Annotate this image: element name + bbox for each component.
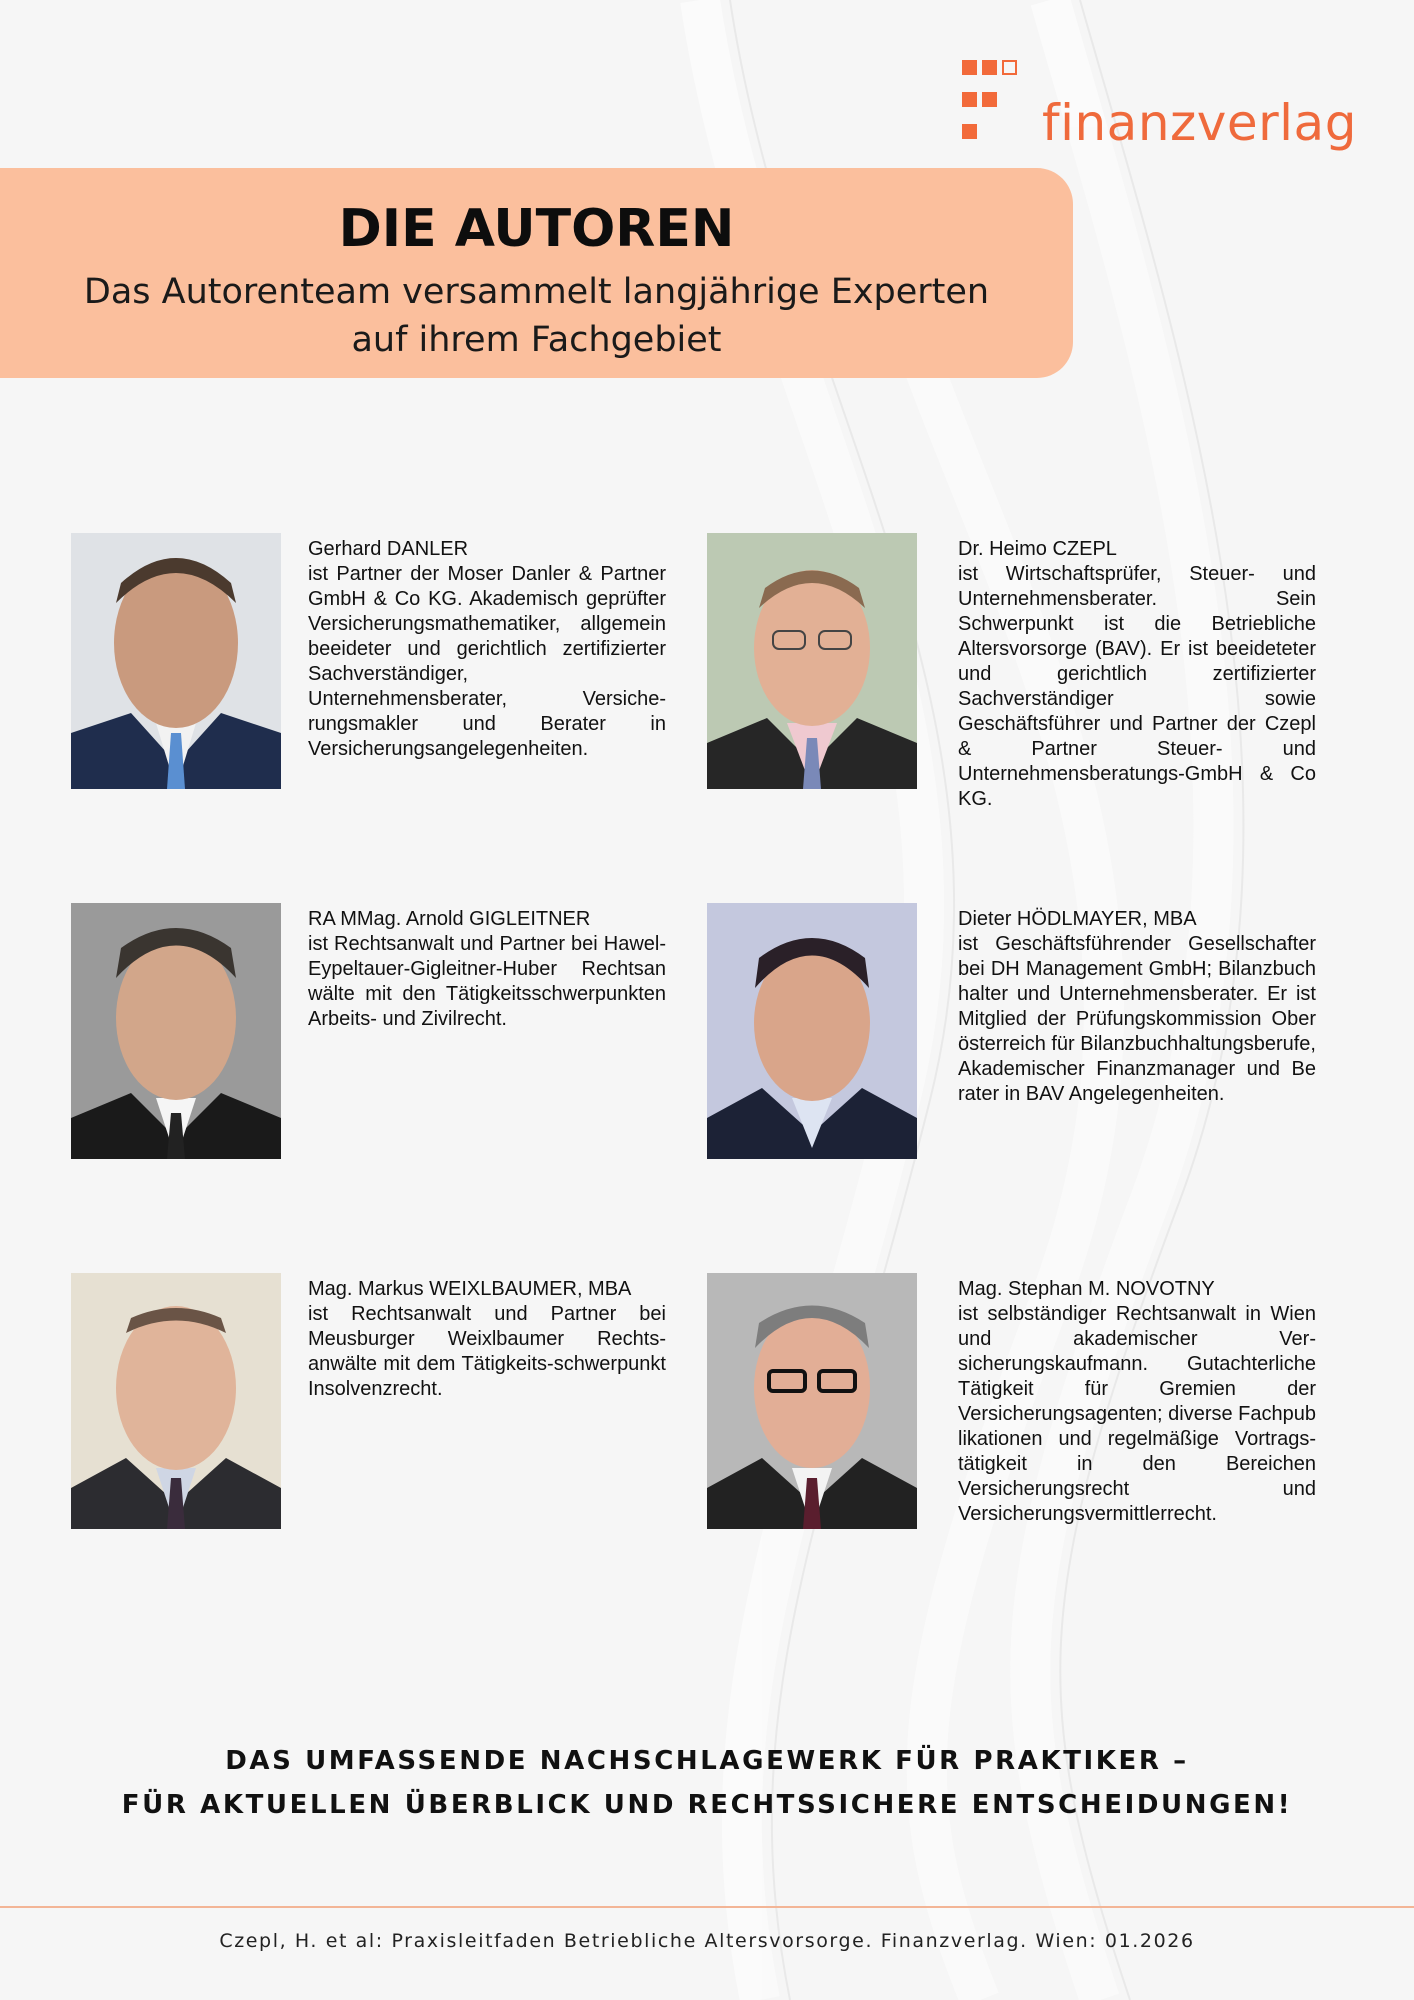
author-description: ist Geschäftsführender Gesellschafter bei DH Management GmbH; Bilanzbuch halter und Unternehmensberater. Er ist Mitglied der Prüfungskommission Ober österreich für Bilanzbuchhaltungsberufe, Akademischer Finanzmanager und Be rater in BAV Angelegenheiten. (958, 933, 1316, 1105)
author-photo-novotny (707, 1273, 917, 1529)
footer-citation: Czepl, H. et al: Praxisleitfaden Betriebliche Altersvorsorge. Finanzverlag. Wien: 01.2026 (219, 1930, 1195, 1952)
author-photo-danler (71, 533, 281, 789)
author-photo-hoedlmayer (707, 903, 917, 1159)
author-description: ist selbständiger Rechtsanwalt in Wien und akademischer Versicherungskaufmann. Gutachterliche Tätigkeit für Gremien der Versicherungsagenten; diverse Fachpub likationen und regelmäßige Vortragstätigkeit in den Bereichen Versicherungsrecht und Versicherungsvermittlerrecht. (958, 1303, 1317, 1525)
author-bio-gigleitner (308, 907, 666, 1032)
subtitle-line-2: auf ihrem Fachgebiet (351, 320, 722, 360)
author-bio-czepl (958, 537, 1316, 812)
author-photo-gigleitner (71, 903, 281, 1159)
tagline-line-1: DAS UMFASSENDE NACHSCHLAGEWERK FÜR PRAKTIKER – (225, 1746, 1189, 1776)
author-name: Gerhard DANLER (308, 538, 469, 560)
author-description: ist Rechtsanwalt und Partner bei Meusburger Weixlbaumer Rechts-anwälte mit dem Tätigkeits-schwerpunkt Insolvenzrecht. (308, 1303, 666, 1400)
author-bio-weixlbaumer (308, 1277, 666, 1402)
author-name: Dr. Heimo CZEPL (958, 538, 1117, 560)
author-description: ist Wirtschaftsprüfer, Steuer- und Unternehmensberater. Sein Schwerpunkt ist die Betriebliche Altersvorsorge (BAV). Er ist beeideteter und gerichtlich zertifizierter Sachverständiger sowie Geschäftsführer und Partner der Czepl & Partner Steuer- und Unternehmensberatungs-GmbH & Co KG. (958, 563, 1316, 810)
author-bio-danler (308, 537, 666, 762)
author-description: ist Partner der Moser Danler & Partner GmbH & Co KG. Akademisch geprüfter Versicherungsmathematiker, allgemein beeideter und gerichtlich zertifizierter Sachverständiger, Unternehmensberater, Versicherungsmakler und Berater in Versicherungsangelegenheiten. (308, 563, 666, 760)
finanzverlag-logo (958, 56, 1358, 166)
author-photo-weixlbaumer (71, 1273, 281, 1529)
author-photo-czepl (707, 533, 917, 789)
title-banner (0, 168, 1073, 378)
author-name: Mag. Markus WEIXLBAUMER, MBA (308, 1278, 632, 1300)
author-name: Dieter HÖDLMAYER, MBA (958, 908, 1197, 930)
page-subtitle (40, 268, 1033, 364)
logo-mark-icon (958, 56, 1018, 142)
page-title: DIE AUTOREN (338, 199, 735, 259)
subtitle-line-1: Das Autorenteam versammelt langjährige Experten (83, 272, 990, 312)
author-description: ist Rechtsanwalt und Partner bei Hawel-Eypeltauer-Gigleitner-Huber Rechtsan wälte mit den Tätigkeitsschwerpunkten Arbeits- und Zivilrecht. (308, 933, 666, 1030)
tagline-line-2: FÜR AKTUELLEN ÜBERBLICK UND RECHTSSICHERE ENTSCHEIDUNGEN! (121, 1790, 1293, 1820)
logo-wordmark: finanzverlag (1042, 94, 1357, 152)
footer-divider (0, 1906, 1414, 1908)
author-name: RA MMag. Arnold GIGLEITNER (308, 908, 591, 930)
author-bio-hoedlmayer (958, 907, 1316, 1107)
author-bio-novotny (958, 1277, 1316, 1527)
author-name: Mag. Stephan M. NOVOTNY (958, 1278, 1215, 1300)
